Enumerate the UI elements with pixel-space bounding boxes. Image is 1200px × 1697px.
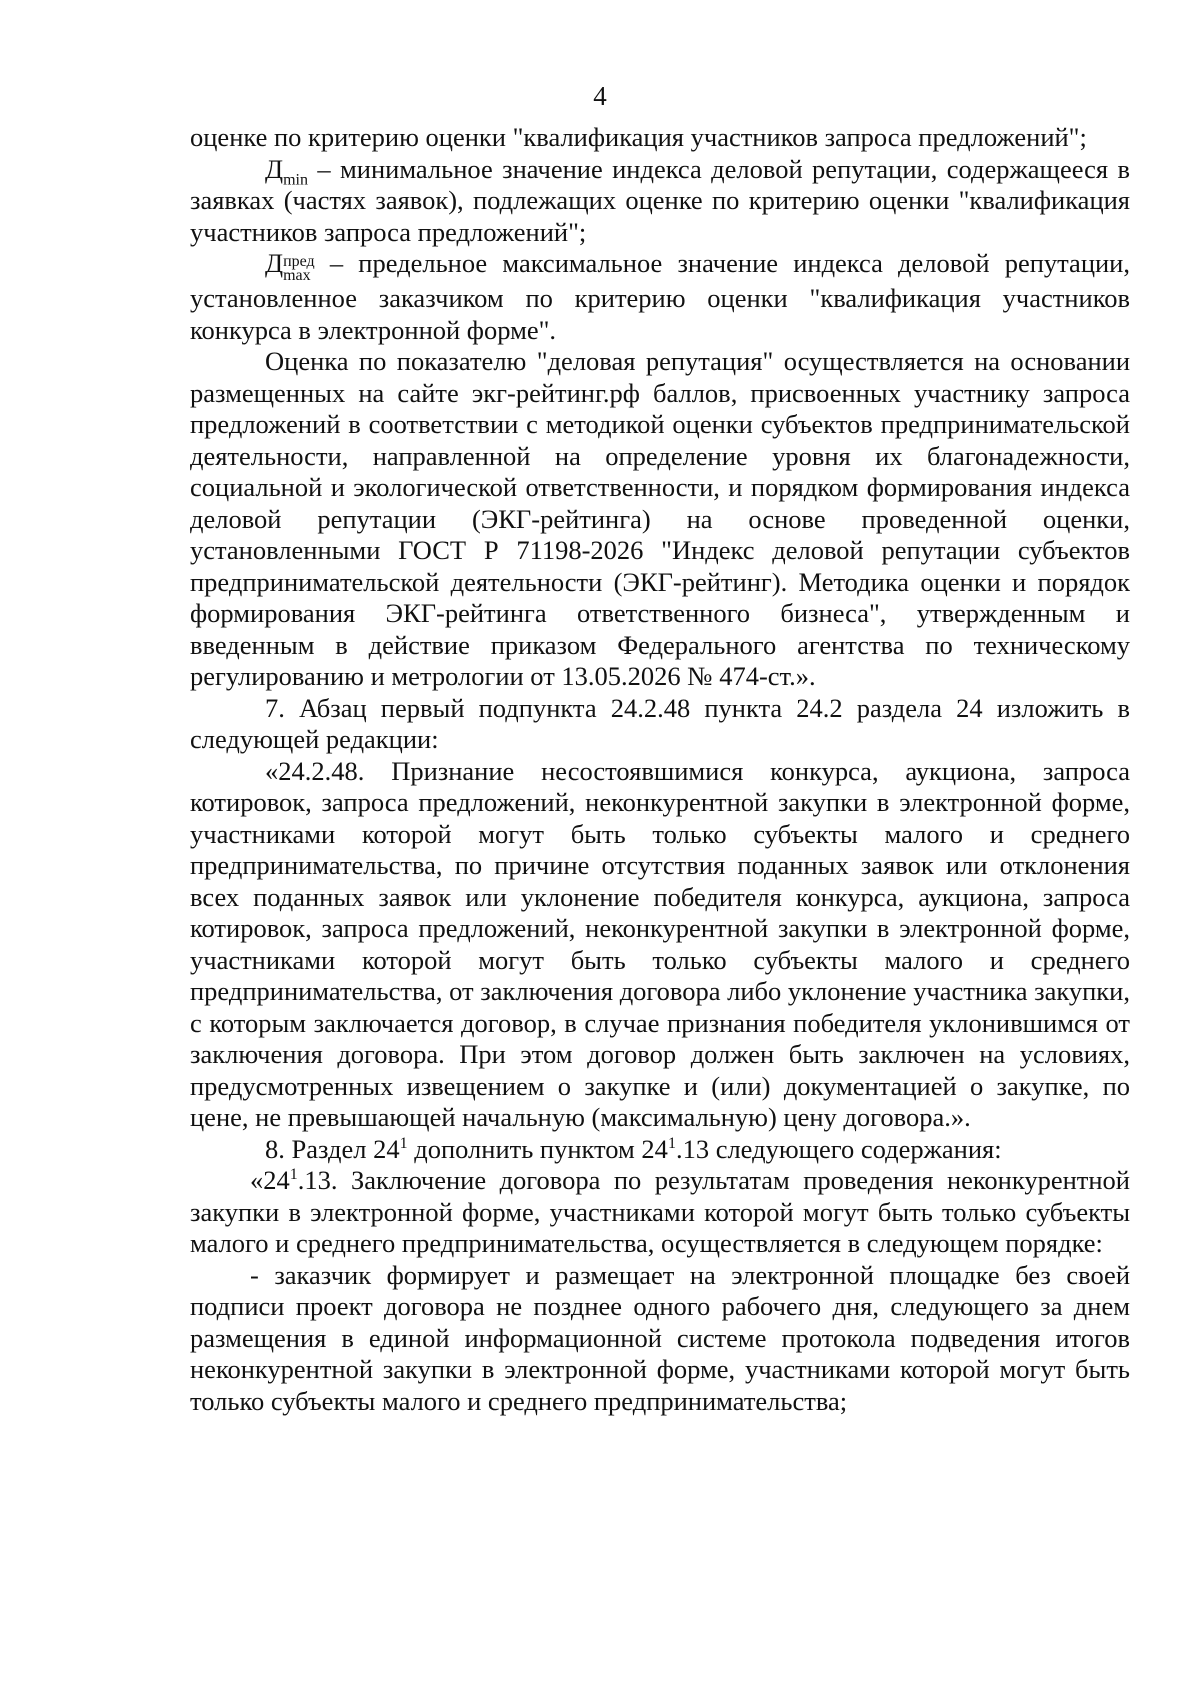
paragraph-d-max-definition — [190, 248, 1130, 346]
item-8-superscript-2: 1 — [667, 1134, 676, 1152]
paragraph-24-2-48: «24.2.48. Признание несостоявшимися конкурса, аукциона, запроса котировок, запроса предложений, неконкурентной закупки в электронной форме, участниками которой могут быть только субъекты малого и среднего предпринимательства, по причине отсутствия поданных заявок или отклонения всех поданных заявок или уклонение победителя конкурса, аукциона, запроса котировок, запроса предложений, неконкурентной закупки в электронной форме, участниками которой могут быть только субъекты малого и среднего предпринимательства, от заключения договора либо уклонение участника закупки, с которым заключается договор, в случае признания победителя уклонившимся от заключения договора. При этом договор должен быть заключен на условиях, предусмотренных извещением о закупке и (или) документацией о закупке, по цене, не превышающей начальную (максимальную) цену договора.». — [190, 755, 1130, 1132]
d-min-text: – минимальное значение индекса деловой репутации, содержащееся в заявках (частях заявок), подлежащих оценке по критерию оценки "квалификация участников запроса предложений"; — [190, 153, 1130, 247]
item-8-text-b: дополнить пунктом 24 — [407, 1133, 668, 1164]
item-8-superscript-1: 1 — [399, 1134, 408, 1152]
d-max-symbol: Д — [265, 248, 284, 278]
paragraph-customer-draft-contract: - заказчик формирует и размещает на электронной площадке без своей подписи проект договора не позднее одного рабочего дня, следующего за днем размещения в единой информационной системе протокола подведения итогов неконкурентной закупки в электронной форме, участниками которой могут быть только субъекты малого и среднего предпринимательства; — [190, 1259, 1130, 1416]
item-8-text-a: 8. Раздел 24 — [265, 1133, 400, 1164]
d-min-symbol: Д — [265, 153, 284, 184]
paragraph-reputation-assessment: Оценка по показателю "деловая репутация" осуществляется на основании размещенных на сайте экг-рейтинг.рф баллов, присвоенных участнику запроса предложений в соответствии с методикой оценки субъектов предпринимательской деятельности, направленной на определение уровня их благонадежности, социальной и экологической ответственности, и порядком формирования индекса деловой репутации (ЭКГ-рейтинга) на основе проведенной оценки, установленными ГОСТ Р 71198-2026 "Индекс деловой репутации субъектов предпринимательской деятельности (ЭКГ-рейтинг). Методика оценки и порядок формирования ЭКГ-рейтинга ответственного бизнеса", утвержденным и введенным в действие приказом Федерального агентства по техническому регулированию и метрологии от 13.05.2026 № 474-ст.». — [190, 346, 1130, 691]
paragraph-item-7: 7. Абзац первый подпункта 24.2.48 пункта 24.2 раздела 24 изложить в следующей редакции: — [190, 692, 1130, 754]
clause-24-1-13-text-a: «24 — [250, 1165, 290, 1195]
clause-24-1-13-text-b: .13. Заключение договора по результатам проведения неконкурентной закупки в электронной форме, участниками которой могут быть только субъекты малого и среднего предпринимательства, осуществляется в следующем порядке: — [190, 1165, 1130, 1258]
clause-24-1-13-superscript: 1 — [289, 1166, 298, 1184]
d-min-subscript: min — [283, 170, 308, 188]
page-number: 4 — [593, 81, 607, 111]
d-max-text: – предельное максимальное значение индекса деловой репутации, установленное заказчиком по критерию оценки "квалификация участников конкурса в электронной форме". — [190, 248, 1130, 345]
paragraph-24-1-13 — [190, 1165, 1130, 1260]
item-8-text-c: .13 следующего содержания: — [675, 1133, 1002, 1164]
document-body — [190, 122, 1130, 1417]
d-max-subscript: max — [283, 267, 311, 284]
paragraph-criteria-end: оценке по критерию оценки "квалификация участников запроса предложений"; — [190, 122, 1087, 152]
d-max-indices — [283, 255, 315, 283]
paragraph-item-8 — [190, 1134, 1130, 1166]
d-max-superscript: пред — [283, 253, 315, 270]
paragraph-d-min-definition — [190, 154, 1130, 249]
